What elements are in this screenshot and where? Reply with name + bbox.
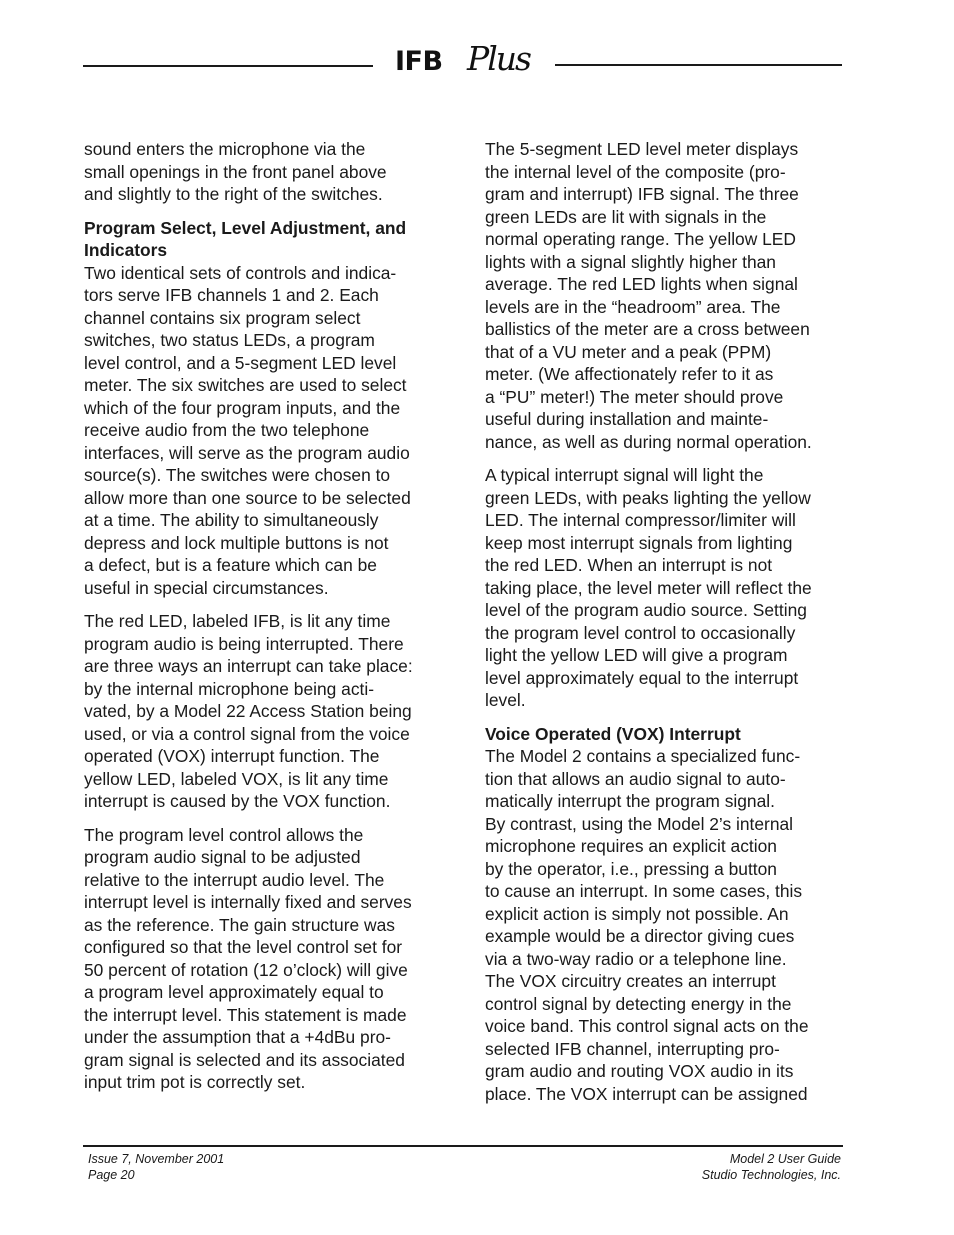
- text-line: channel contains six program select: [84, 307, 361, 328]
- text-line: LED. The internal compressor/limiter will: [485, 510, 796, 530]
- text-line: tion that allows an audio signal to auto-: [485, 768, 786, 789]
- text-line: place. The VOX interrupt can be assigned: [485, 1083, 808, 1104]
- text-line: The VOX circuitry creates an interrupt: [485, 971, 776, 991]
- text-line: small openings in the front panel above: [84, 161, 387, 182]
- text-line: are three ways an interrupt can take place:: [84, 656, 413, 676]
- text-line: by the operator, i.e., pressing a button: [485, 858, 777, 879]
- text-line: The 5-segment LED level meter displays: [485, 139, 799, 159]
- text-line: meter. The six switches are used to select: [84, 375, 407, 395]
- header-rule-right: [555, 64, 842, 66]
- text-line: 50 percent of rotation (12 o’clock) will give: [84, 959, 408, 980]
- text-line: average. The red LED lights when signal: [485, 274, 798, 294]
- text-line: source(s). The switches were chosen to: [84, 465, 391, 485]
- text-line: the internal level of the composite (pro-: [485, 161, 786, 182]
- text-line: The program level control allows the: [84, 824, 364, 845]
- text-line: control signal by detecting energy in the: [485, 993, 792, 1014]
- text-line: relative to the interrupt audio level. The: [84, 869, 385, 890]
- text-line: sound enters the microphone via the: [84, 139, 366, 159]
- text-line: to cause an interrupt. In some cases, this: [485, 881, 803, 901]
- text-line: the interrupt level. This statement is made: [84, 1004, 407, 1025]
- text-line: levels are in the “headroom” area. The: [485, 296, 781, 317]
- text-line: ballistics of the meter are a cross between: [485, 319, 810, 339]
- text-line: useful during installation and mainte-: [485, 409, 769, 429]
- header-rule-left: [83, 65, 373, 67]
- text-line: voice band. This control signal acts on the: [485, 1016, 809, 1036]
- text-line: vated, by a Model 22 Access Station being: [84, 701, 412, 721]
- logo-wordmark: IFB: [395, 46, 443, 77]
- text-line: matically interrupt the program signal.: [485, 791, 775, 811]
- text-line: and slightly to the right of the switches.: [84, 184, 383, 204]
- text-line: By contrast, using the Model 2’s internal: [485, 813, 794, 834]
- text-line: green LEDs, with peaks lighting the yellow: [485, 487, 811, 508]
- text-line: at a time. The ability to simultaneously: [84, 510, 379, 530]
- text-line: green LEDs are lit with signals in the: [485, 206, 767, 227]
- company-name: Studio Technologies, Inc.: [701, 1168, 841, 1182]
- section-heading: [485, 723, 847, 746]
- text-line: nance, as well as during normal operation.: [485, 431, 812, 452]
- text-line: which of the four program inputs, and the: [84, 397, 401, 418]
- text-line: by the internal microphone being acti-: [84, 678, 375, 699]
- right-text-column: [485, 138, 847, 1116]
- text-line: yellow LED, labeled VOX, is lit any time: [84, 768, 389, 789]
- text-line: gram audio and routing VOX audio in its: [485, 1061, 794, 1081]
- text-line: as the reference. The gain structure was: [84, 914, 395, 935]
- page-number: Page 20: [88, 1168, 135, 1182]
- text-line: input trim pot is correctly set.: [84, 1072, 306, 1092]
- text-line: allow more than one source to be selected: [84, 487, 411, 508]
- text-line: switches, two status LEDs, a program: [84, 330, 375, 350]
- text-line: gram signal is selected and its associated: [84, 1049, 405, 1070]
- paragraph: [84, 824, 446, 1094]
- text-line: explicit action is simply not possible. An: [485, 903, 789, 924]
- text-line: operated (VOX) interrupt function. The: [84, 746, 380, 766]
- text-line: via a two-way radio or a telephone line.: [485, 948, 787, 969]
- text-line: Program Select, Level Adjustment, and: [84, 217, 407, 238]
- text-line: that of a VU meter and a peak (PPM): [485, 341, 772, 362]
- text-line: gram and interrupt) IFB signal. The three: [485, 184, 799, 204]
- text-line: receive audio from the two telephone: [84, 420, 370, 440]
- left-text-column: [84, 138, 446, 1105]
- paragraph: [84, 138, 446, 206]
- text-line: Indicators: [84, 240, 168, 260]
- footer-left: [88, 1151, 224, 1183]
- section-heading: [84, 217, 446, 262]
- text-line: under the assumption that a +4dBu pro-: [84, 1027, 391, 1047]
- paragraph: [84, 262, 446, 600]
- text-line: interrupt is caused by the VOX function.: [84, 791, 391, 811]
- paragraph: [485, 464, 847, 712]
- text-line: Two identical sets of controls and indica-: [84, 262, 397, 283]
- text-line: useful in special circumstances.: [84, 577, 329, 598]
- paragraph: [84, 610, 446, 813]
- footer-rule: [83, 1145, 843, 1147]
- text-line: The Model 2 contains a specialized func-: [485, 746, 801, 766]
- logo-script: Plus: [467, 39, 530, 78]
- issue-date: Issue 7, November 2001: [88, 1152, 225, 1166]
- paragraph: [485, 138, 847, 453]
- text-line: lights with a signal slightly higher than: [485, 251, 776, 272]
- text-line: used, or via a control signal from the voice: [84, 723, 410, 744]
- ifb-plus-logo: [395, 39, 535, 86]
- text-line: depress and lock multiple buttons is not: [84, 532, 389, 553]
- text-line: a “PU” meter!) The meter should prove: [485, 386, 784, 407]
- text-line: interrupt level is internally fixed and serves: [84, 892, 412, 912]
- text-line: tors serve IFB channels 1 and 2. Each: [84, 285, 379, 305]
- text-line: a program level approximately equal to: [84, 982, 384, 1002]
- text-line: program audio signal to be adjusted: [84, 847, 361, 867]
- text-line: The red LED, labeled IFB, is lit any time: [84, 611, 391, 631]
- text-line: a defect, but is a feature which can be: [84, 555, 377, 575]
- text-line: the program level control to occasionally: [485, 622, 796, 643]
- text-line: Voice Operated (VOX) Interrupt: [485, 723, 741, 744]
- text-line: program audio is being interrupted. There: [84, 633, 404, 654]
- text-line: normal operating range. The yellow LED: [485, 229, 796, 249]
- text-line: level of the program audio source. Setting: [485, 600, 807, 620]
- text-line: example would be a director giving cues: [485, 926, 795, 946]
- text-line: selected IFB channel, interrupting pro-: [485, 1038, 780, 1059]
- text-line: level control, and a 5-segment LED level: [84, 352, 397, 373]
- paragraph: [485, 745, 847, 1105]
- text-line: microphone requires an explicit action: [485, 836, 777, 856]
- text-line: interfaces, will serve as the program audio: [84, 442, 410, 463]
- text-line: configured so that the level control set for: [84, 937, 403, 957]
- text-line: A typical interrupt signal will light the: [485, 465, 764, 485]
- document-title: Model 2 User Guide: [729, 1152, 841, 1166]
- footer-right: [702, 1151, 841, 1183]
- text-line: level approximately equal to the interrupt: [485, 667, 799, 688]
- text-line: meter. (We affectionately refer to it as: [485, 364, 774, 384]
- text-line: level.: [485, 690, 526, 710]
- text-line: taking place, the level meter will reflect the: [485, 577, 812, 598]
- text-line: the red LED. When an interrupt is not: [485, 555, 773, 575]
- text-line: light the yellow LED will give a program: [485, 645, 788, 665]
- text-line: keep most interrupt signals from lighting: [485, 532, 793, 553]
